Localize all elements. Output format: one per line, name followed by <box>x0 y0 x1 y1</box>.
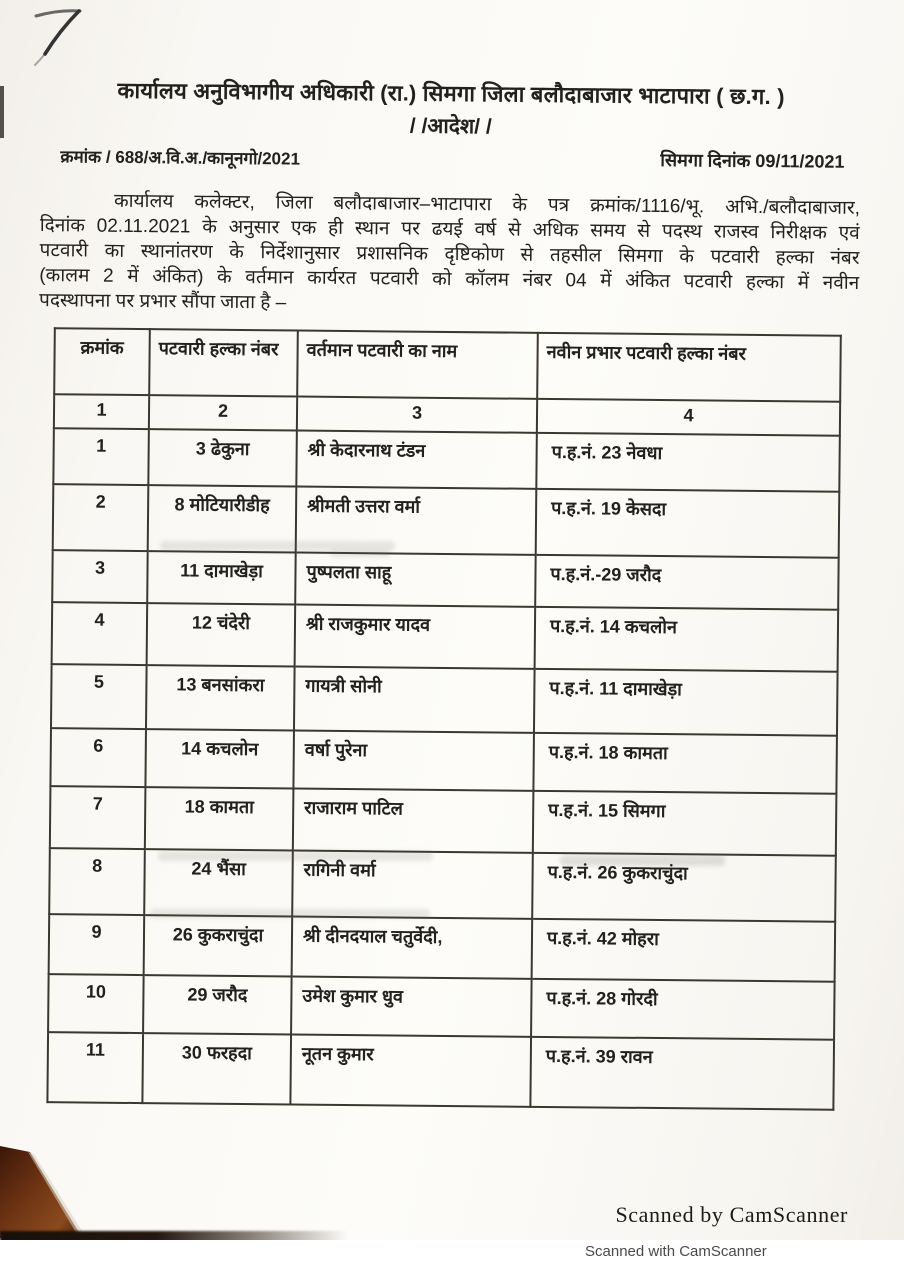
scanned-with-camscanner-label: Scanned with CamScanner <box>585 1243 767 1260</box>
scan-edge-artifact <box>0 86 4 138</box>
cell-serial: 3 <box>52 550 147 603</box>
table-row <box>53 428 840 492</box>
cell-halka: 13 बनसांकरा <box>146 665 295 730</box>
cell-patwari-name: उमेश कुमार धुव <box>291 977 532 1037</box>
scan-smudge <box>330 550 390 557</box>
scanned-by-camscanner-label: Scanned by CamScanner <box>615 1202 848 1227</box>
table-row <box>50 728 837 794</box>
body-line: (कालम 2 में अंकित) के वर्तमान कार्यरत पटवारी को कॉलम नंबर 04 में अंकित पटवारी हल्का में नवीन <box>39 265 860 294</box>
scan-smudge <box>150 909 430 918</box>
cell-new-charge: प.ह.नं. 19 केसदा <box>536 489 840 558</box>
cell-new-charge: प.ह.नं.-29 जरौद <box>535 555 838 610</box>
scan-smudge <box>560 855 725 866</box>
order-heading: / /आदेश/ / <box>409 114 492 139</box>
table-row <box>49 914 836 982</box>
table-row <box>50 786 837 856</box>
cell-patwari-name: श्री राजकुमार यादव <box>295 605 536 669</box>
header-current-patwari: वर्तमान पटवारी का नाम <box>297 331 538 399</box>
header-serial: क्रमांक <box>54 328 150 395</box>
cell-serial: 7 <box>50 786 146 849</box>
cell-new-charge: प.ह.नं. 28 गोरदी <box>531 979 835 1040</box>
column-number: 1 <box>54 394 149 429</box>
reference-number: क्रमांक / 688/अ.वि.अ./कानूनगो/2021 <box>60 147 301 169</box>
cell-patwari-name: राजाराम पाटिल <box>293 789 534 853</box>
cell-serial: 5 <box>51 664 147 729</box>
cell-halka: 3 ढेकुना <box>148 429 297 486</box>
cell-serial: 8 <box>49 848 145 915</box>
cell-halka: 11 दामाखेड़ा <box>147 551 295 604</box>
cell-serial: 6 <box>50 728 146 787</box>
column-number: 4 <box>537 399 840 436</box>
cell-serial: 1 <box>53 428 149 485</box>
place-and-date: सिमगा दिनांक 09/11/2021 <box>660 150 845 172</box>
order-body-paragraph <box>39 188 860 321</box>
body-line: कार्यालय कलेक्टर, जिला बलौदाबाजार–भाटापारा के पत्र क्रमांक/1116/भू. अभि./बलौदाबाजार, <box>113 190 861 219</box>
office-title: कार्यालय अनुविभागीय अधिकारी (रा.) सिमगा जिला बलौदाबाजार भाटापारा ( छ.ग. ) <box>117 77 785 110</box>
cell-patwari-name: गायत्री सोनी <box>294 667 535 733</box>
patwari-transfer-table <box>46 327 841 1111</box>
column-number: 2 <box>149 395 297 430</box>
cell-patwari-name: पुष्पलता साहू <box>295 553 535 607</box>
body-line: दिनांक 02.11.2021 के अनुसार एक ही स्थान पर ढयई वर्ष से अधिक समय से पदस्थ राजस्व निरीक्षक एवं <box>39 215 860 244</box>
cell-halka: 30 फरहदा <box>142 1033 291 1104</box>
cell-halka: 18 कामता <box>145 787 294 850</box>
scan-smudge <box>158 851 433 861</box>
table-row <box>48 974 835 1040</box>
column-number: 3 <box>297 397 537 433</box>
cell-new-charge: प.ह.नं. 42 मोहरा <box>532 919 836 982</box>
body-line: पदस्थापना पर प्रभार सौंपा जाता है – <box>38 290 287 314</box>
desk-corner-background <box>0 1146 120 1242</box>
header-halka-number: पटवारी हल्का नंबर <box>149 329 298 396</box>
cell-halka: 14 कचलोन <box>145 729 294 788</box>
cell-halka: 29 जरौद <box>143 975 292 1034</box>
cell-serial: 9 <box>49 914 145 975</box>
cell-new-charge: प.ह.नं. 11 दामाखेड़ा <box>534 669 838 736</box>
table-row <box>52 602 839 672</box>
scanner-footer-band <box>0 1240 904 1280</box>
cell-halka: 8 मोटियारीडीह <box>148 485 297 552</box>
cell-halka: 24 भैंसा <box>144 849 293 916</box>
cell-serial: 11 <box>47 1032 143 1103</box>
cell-serial: 4 <box>52 602 148 665</box>
cell-patwari-name: वर्षा पुरेना <box>293 731 534 791</box>
cell-new-charge: प.ह.नं. 26 कुकराचुंदा <box>532 853 836 922</box>
cell-new-charge: प.ह.नं. 23 नेवधा <box>536 433 840 492</box>
cell-patwari-name: श्रीमती उत्तरा वर्मा <box>296 487 537 555</box>
cell-new-charge: प.ह.नं. 39 रावन <box>530 1037 834 1110</box>
cell-serial: 2 <box>53 484 149 551</box>
cell-halka: 26 कुकराचुंदा <box>144 915 293 976</box>
cell-patwari-name: श्री दीनदयाल चतुर्वेदी, <box>292 917 533 979</box>
table-header-row <box>54 328 841 402</box>
cell-patwari-name: श्री केदारनाथ टंडन <box>296 431 537 489</box>
cell-new-charge: प.ह.नं. 18 कामता <box>533 733 837 794</box>
cell-halka: 12 चंदेरी <box>147 603 296 666</box>
cell-new-charge: प.ह.नं. 15 सिमगा <box>533 791 837 856</box>
table-row <box>47 1032 834 1110</box>
cell-new-charge: प.ह.नं. 14 कचलोन <box>535 607 839 672</box>
body-line: पटवारी का स्थानांतरण के निर्देशानुसार प्रशासनिक दृष्टिकोण से तहसील सिमगा के पटवारी हल्का नंबर <box>39 240 860 269</box>
header-new-charge: नवीन प्रभार पटवारी हल्का नंबर <box>537 333 841 402</box>
cell-serial: 10 <box>48 974 144 1033</box>
cell-patwari-name: नूतन कुमार <box>290 1035 531 1107</box>
table-row <box>51 664 838 736</box>
table-row <box>52 550 838 610</box>
cell-patwari-name: रागिनी वर्मा <box>292 851 533 919</box>
